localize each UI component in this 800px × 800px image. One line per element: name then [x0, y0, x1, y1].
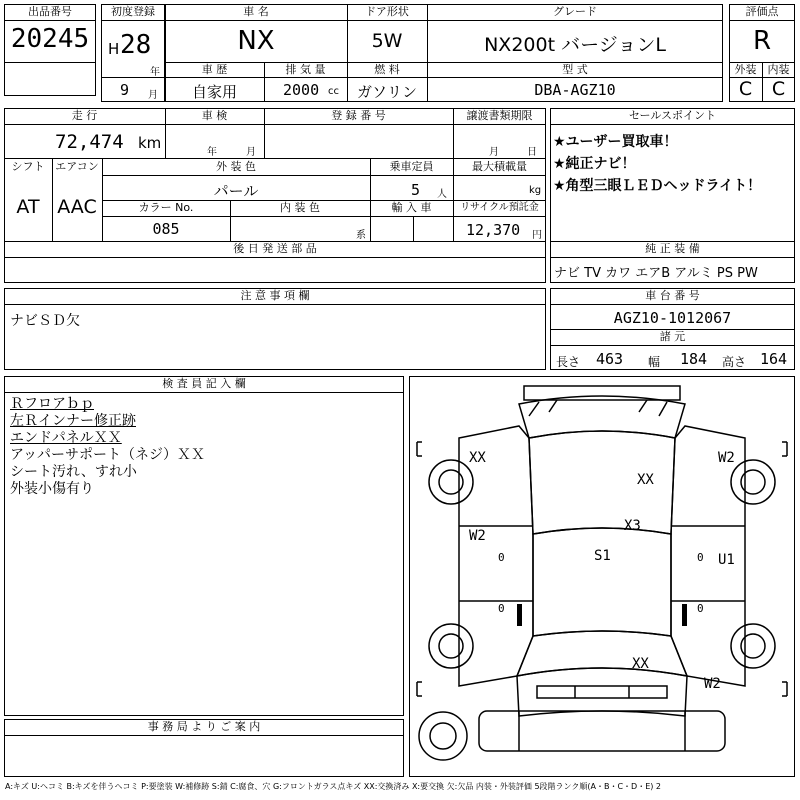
- mark-zero-2: 0: [498, 602, 505, 615]
- capacity-unit: 人: [437, 189, 447, 200]
- load-unit: kg: [529, 185, 542, 196]
- first-reg-label: 初度登録: [111, 5, 155, 18]
- km-unit: km: [138, 134, 162, 152]
- mark-roof: X3: [624, 518, 641, 534]
- recycle-label: リサイクル預託金: [460, 202, 539, 213]
- car-name-label: 車 名: [243, 5, 269, 18]
- interior-label: 内装: [767, 63, 790, 76]
- length-label: 長さ: [556, 355, 581, 369]
- car-name: NX: [237, 26, 275, 56]
- color-no-label: カラー No.: [138, 201, 194, 214]
- length-value: 463: [596, 350, 624, 368]
- year-unit: 年: [150, 67, 160, 78]
- mark-left-rear-door: XX: [469, 450, 486, 466]
- width-value: 184: [680, 350, 708, 368]
- mark-zero-1: 0: [498, 551, 505, 564]
- mark-center: S1: [594, 548, 611, 564]
- mark-hood: XX: [632, 656, 649, 672]
- lot-label: 出品番号: [28, 5, 72, 18]
- door-label: ドア形状: [365, 5, 409, 18]
- interior-color-label: 内 装 色: [280, 201, 320, 214]
- ac-label: エアコン: [55, 160, 99, 173]
- model-label: 型 式: [562, 63, 588, 76]
- capacity: 5: [411, 181, 421, 199]
- specs-label: 諸 元: [659, 330, 686, 343]
- notes-label: 注 意 事 項 欄: [240, 289, 310, 302]
- ac: AAC: [57, 196, 97, 218]
- height-label: 高さ: [722, 355, 747, 369]
- body-color: パール: [213, 182, 259, 200]
- transfer-month: 月: [489, 147, 499, 158]
- fuel-label: 燃 料: [374, 63, 400, 76]
- inspector-line-2: 左Ｒインナー修正跡: [10, 413, 136, 429]
- equipment-label: 純 正 装 備: [645, 242, 700, 255]
- later-parts-label: 後 日 発 送 部 品: [233, 242, 317, 255]
- shift-label: シフト: [11, 160, 45, 173]
- interior-grade: C: [771, 78, 786, 100]
- grade-label: グレード: [553, 5, 597, 18]
- mark-zero-3: 0: [697, 551, 704, 564]
- score: R: [752, 26, 772, 56]
- office-label: 事 務 局 よ り ご 案 内: [147, 720, 261, 733]
- notes-text: ナビＳＤ欠: [10, 313, 80, 329]
- color-no: 085: [152, 220, 180, 238]
- sales-point-3: ★角型三眼ＬＥＤヘッドライト！: [553, 178, 762, 194]
- mark-trunk: XX: [637, 472, 654, 488]
- mark-zero-4: 0: [697, 602, 704, 615]
- cc-unit: cc: [328, 86, 339, 97]
- inspector-line-5: シート汚れ、すれ小: [10, 464, 137, 480]
- inspector-line-4: アッパーサポート（ネジ）ＸＸ: [10, 447, 206, 463]
- chassis-label: 車 台 番 号: [645, 289, 700, 302]
- inspection-label: 車 検: [201, 109, 228, 122]
- sales-point-2: ★純正ナビ！: [553, 156, 636, 172]
- mark-right-quarter: U1: [718, 552, 735, 568]
- interior-color-suffix: 系: [356, 230, 366, 241]
- exterior-grade: C: [738, 78, 753, 100]
- car-diagram: [409, 376, 795, 777]
- inspection-month-unit: 月: [246, 147, 256, 158]
- transfer-label: 譲渡書類期限: [466, 109, 533, 122]
- recycle-fee: 12,370: [466, 221, 521, 239]
- import-label: 輸 入 車: [391, 201, 432, 214]
- plate-label: 登 録 番 号: [331, 109, 386, 122]
- mark-right-front-fender: W2: [704, 676, 721, 692]
- displacement-label: 排 気 量: [285, 63, 326, 76]
- capacity-label: 乗車定員: [389, 160, 434, 173]
- grade: NX200t バージョンL: [484, 34, 666, 56]
- lot-number: 20245: [10, 24, 90, 54]
- model-code: DBA-AGZ10: [534, 81, 616, 99]
- mark-right-rear-door: W2: [718, 450, 735, 466]
- mark-left-quarter: W2: [469, 528, 486, 544]
- legend: A:キズ U:ヘコミ B:キズを伴うヘコミ P:要塗装 W:補修跡 S:錆 C:腐食、穴 G:フロントガラス点キズ XX:交換済み X:要交換 欠:欠品 内装・外装評価 5段階ランク順(A・B・C・D・E) 2: [5, 782, 662, 791]
- door-type: 5W: [371, 30, 403, 52]
- displacement: 2000: [283, 81, 320, 99]
- history-label: 車 歴: [201, 63, 228, 76]
- history: 自家用: [191, 83, 237, 101]
- mileage: 72,474: [55, 131, 124, 153]
- load-label: 最大積載量: [472, 160, 527, 173]
- inspector-line-6: 外装小傷有り: [10, 481, 94, 497]
- score-label: 評価点: [745, 5, 779, 18]
- inspection-year-unit: 年: [207, 147, 217, 158]
- reg-year: 28: [120, 30, 152, 60]
- inspector-line-3: エンドパネルＸＸ: [10, 430, 122, 446]
- era: H: [108, 40, 120, 58]
- exterior-label: 外装: [734, 63, 757, 76]
- inspector-line-1: Ｒフロアｂｐ: [10, 396, 94, 412]
- reg-month: 9: [120, 81, 130, 99]
- sales-point-1: ★ユーザー買取車！: [553, 134, 678, 150]
- width-label: 幅: [648, 355, 661, 369]
- shift: AT: [16, 196, 40, 218]
- recycle-unit: 円: [532, 230, 542, 241]
- sales-label: セールスポイント: [628, 109, 716, 122]
- color-label: 外 装 色: [216, 160, 256, 173]
- height-value: 164: [760, 350, 788, 368]
- transfer-day: 日: [527, 147, 537, 158]
- mileage-label: 走 行: [71, 109, 98, 122]
- chassis-number: AGZ10-1012067: [613, 309, 732, 327]
- equipment-items: ナビ TV カワ エアB アルミ PS PW: [554, 266, 758, 281]
- fuel: ガソリン: [356, 83, 417, 101]
- inspector-label: 検 査 員 記 入 欄: [162, 377, 246, 390]
- month-unit: 月: [148, 90, 158, 101]
